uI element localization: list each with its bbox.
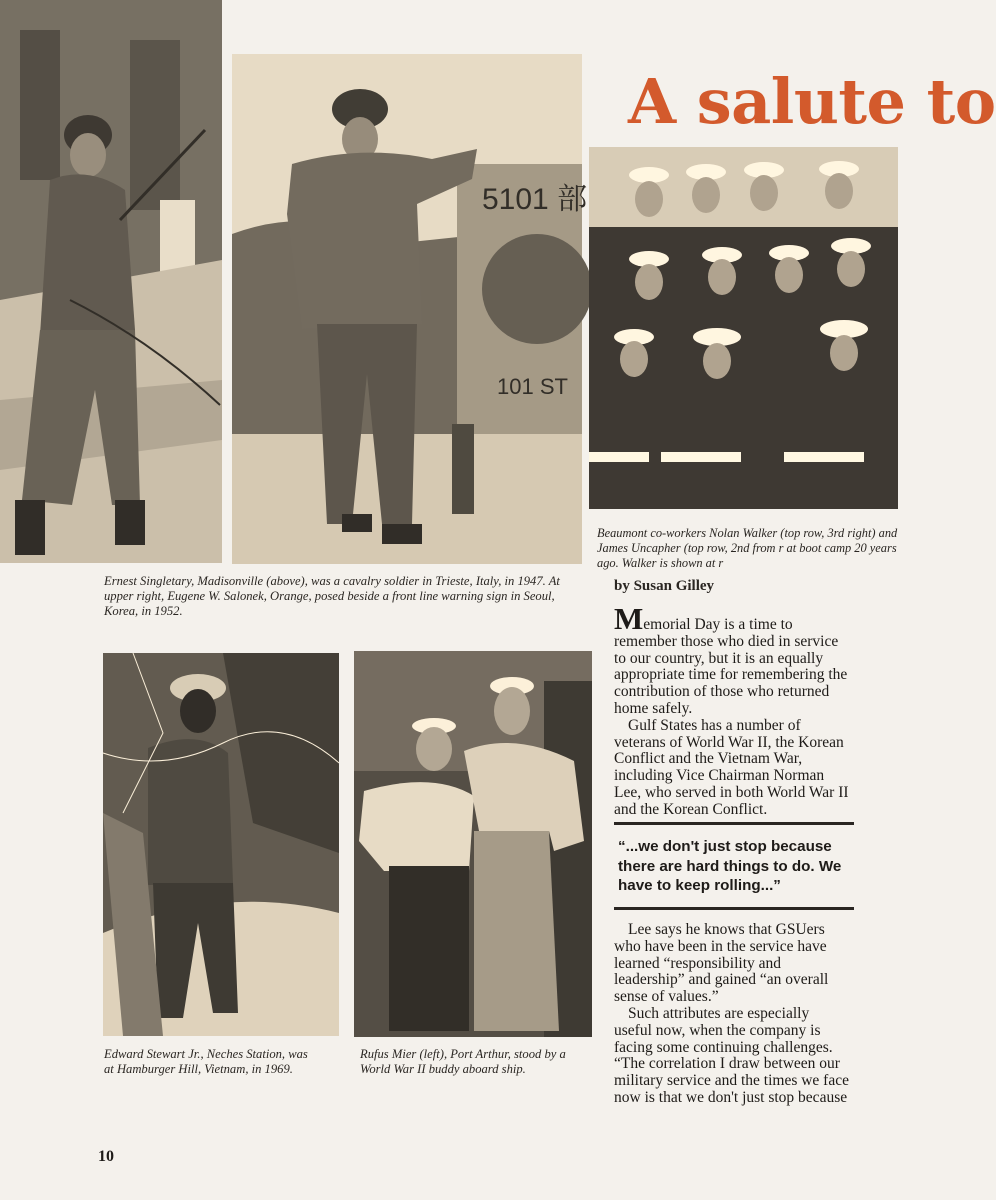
caption-bottom-middle: Rufus Mier (left), Port Arthur, stood by a World War II buddy aboard ship. (360, 1047, 566, 1076)
article-body-top (614, 601, 850, 819)
caption-top-left: Ernest Singletary, Madisonville (above), was a cavalry soldier in Trieste, Italy, in 1947. At upper right, Eugene W. Salonek, Orange, posed beside a front line warning sign in Seoul, Korea, in 1952. (104, 574, 560, 618)
article-paragraph-3: Lee says he knows that GSUers who have been in the service have learned “responsibility and leadership” and gained “an overall sense of values.” (614, 921, 829, 1006)
page-number: 10 (98, 1148, 114, 1165)
article-headline: A salute to (628, 65, 996, 138)
photo-singletary (0, 0, 222, 563)
drop-cap: M (614, 601, 644, 636)
photo-mier (354, 651, 592, 1037)
article-byline: by Susan Gilley (614, 578, 715, 594)
photo-stewart (103, 653, 339, 1036)
pull-quote: “...we don't just stop because there are hard things to do. We have to keep rolling...” (614, 822, 854, 910)
article-paragraph-1: Memorial Day is a time to remember those who died in service to our country, but it is an equally appropriate time for remembering the contribution of those who returned home safely. (614, 601, 848, 717)
sign-text-bottom: 101 ST (497, 374, 568, 399)
article-body-bottom (614, 922, 850, 1107)
photo-salonek (232, 54, 588, 564)
article-paragraph-4: Such attributes are especially useful now, when the company is facing some continuing challenges. “The correlation I draw between our military service and the times we face now is that we don't just stop because (614, 1004, 849, 1106)
caption-top-right: Beaumont co-workers Nolan Walker (top row, 3rd right) and James Uncapher (top row, 2nd from r at boot camp 20 years ago. Walker is shown at r (597, 526, 898, 570)
caption-bottom-left: Edward Stewart Jr., Neches Station, was at Hamburger Hill, Vietnam, in 1969. (104, 1047, 308, 1076)
photo-boot-camp (589, 147, 898, 509)
sign-text-top: 5101 部 (482, 183, 588, 216)
article-paragraph-2: Gulf States has a number of veterans of World War II, the Korean Conflict and the Vietnam War, including Vice Chairman Norman Lee, who served in both World War II and the Korean Conflict. (614, 716, 849, 818)
